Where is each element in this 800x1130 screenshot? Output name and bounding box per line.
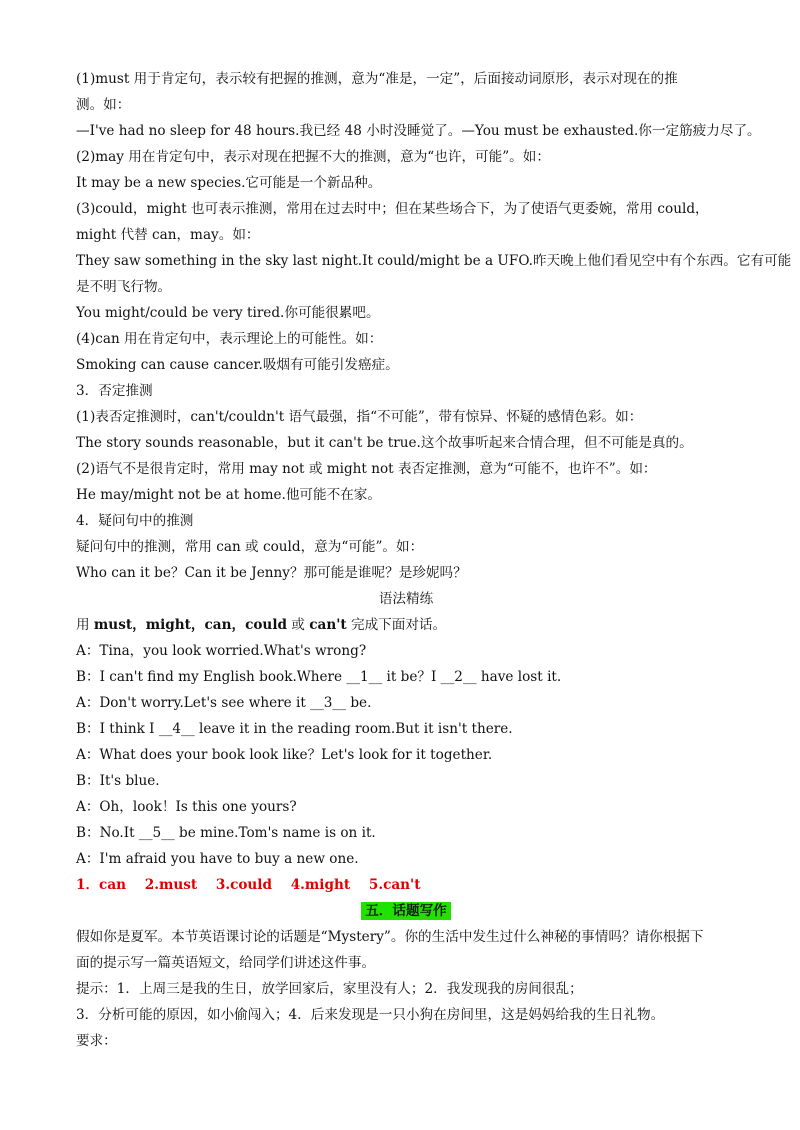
section-five-heading: [76, 902, 736, 928]
dialogue-line: B：No.It __5__ be mine.Tom's name is on it.: [76, 825, 376, 841]
text-line: might 代替 can，may。如：: [76, 227, 260, 243]
dialogue-line: A：Don't worry.Let's see where it __3__ be.: [76, 695, 372, 711]
dialogue-line: B：It's blue.: [76, 773, 160, 789]
answer-3: 3.could: [215, 877, 272, 893]
answer-key: [76, 876, 736, 902]
text-line: (1)must 用于肯定句，表示较有把握的推测，意为“准是，一定”，后面接动词原形，表示对现在的推: [76, 71, 678, 87]
text-line: (2)may 用在肯定句中，表示对现在把握不大的推测，意为“也许，可能”。如：: [76, 149, 550, 165]
dialogue-line: A：I'm afraid you have to buy a new one.: [76, 851, 359, 867]
section-five-label: 五．话题写作: [361, 902, 451, 920]
instruction-suffix: 完成下面对话。: [346, 617, 447, 633]
instruction-cant: can't: [309, 617, 347, 633]
practice-title: 语法精练: [378, 591, 434, 607]
text-line: 疑问句中的推测，常用 can 或 could，意为“可能”。如：: [76, 539, 424, 555]
text-line: (1)表否定推测时，can't/couldn't 语气最强，指“不可能”，带有惊异、怀疑的感情色彩。如：: [76, 409, 643, 425]
dialogue-line: B：I think I __4__ leave it in the reading room.But it isn't there.: [76, 721, 513, 737]
answer-1: 1．can: [76, 877, 127, 893]
text-line: The story sounds reasonable，but it can't be true.这个故事听起来合情合理，但不可能是真的。: [76, 435, 693, 451]
writing-line: 假如你是夏军。本节英语课讨论的话题是“Mystery”。你的生活中发生过什么神秘的事情吗？请你根据下: [76, 929, 704, 945]
text-line: 测。如：: [76, 97, 131, 113]
writing-line: 提示：1．上周三是我的生日，放学回家后，家里没有人；2．我发现我的房间很乱；: [76, 981, 583, 997]
dialogue-line: B：I can't find my English book.Where __1__ it be？I __2__ have lost it.: [76, 669, 562, 685]
writing-line: 3．分析可能的原因，如小偷闯入；4．后来发现是一只小狗在房间里，这是妈妈给我的生日礼物。: [76, 1007, 665, 1023]
dialogue-line: A：Oh，look！Is this one yours?: [76, 799, 297, 815]
writing-line: 要求：: [76, 1033, 117, 1049]
answer-5: 5.can't: [368, 877, 421, 893]
instruction-middle: 或: [286, 617, 310, 633]
text-line: Who can it be？Can it be Jenny？那可能是谁呢？是珍妮吗？: [76, 565, 467, 581]
text-line: (2)语气不是很肯定时，常用 may not 或 might not 表否定推测，意为“可能不，也许不”。如：: [76, 461, 657, 477]
instruction-words: must，might，can，could: [93, 617, 287, 633]
answer-4: 4.might: [290, 877, 351, 893]
section-heading-question: 4．疑问句中的推测: [76, 513, 194, 529]
section-heading-negative: 3．否定推测: [76, 383, 153, 399]
text-line: It may be a new species.它可能是一个新品种。: [76, 175, 382, 191]
answer-2: 2.must: [144, 877, 198, 893]
text-line: Smoking can cause cancer.吸烟有可能引发癌症。: [76, 357, 399, 373]
text-line: You might/could be very tired.你可能很累吧。: [76, 305, 380, 321]
text-line: (4)can 用在肯定句中，表示理论上的可能性。如：: [76, 331, 383, 347]
practice-instruction: [76, 616, 736, 642]
dialogue-line: A：What does your book look like？Let's look for it together.: [76, 747, 493, 763]
instruction-prefix: 用: [76, 617, 94, 633]
document-page: [76, 70, 792, 1058]
text-line: They saw something in the sky last night.It could/might be a UFO.昨天晚上他们看见空中有个东西。它有可能: [76, 253, 792, 269]
text-line: (3)could，might 也可表示推测，常用在过去时中；但在某些场合下，为了使语气更委婉，常用 could，: [76, 201, 709, 217]
writing-line: 面的提示写一篇英语短文，给同学们讲述这件事。: [76, 955, 376, 971]
text-line: —I've had no sleep for 48 hours.我已经 48 小时没睡觉了。—You must be exhausted.你一定筋疲力尽了。: [76, 123, 761, 139]
dialogue-line: A：Tina，you look worried.What's wrong?: [76, 643, 367, 659]
text-line: He may/might not be at home.他可能不在家。: [76, 487, 381, 503]
text-line: 是不明飞行物。: [76, 279, 172, 295]
